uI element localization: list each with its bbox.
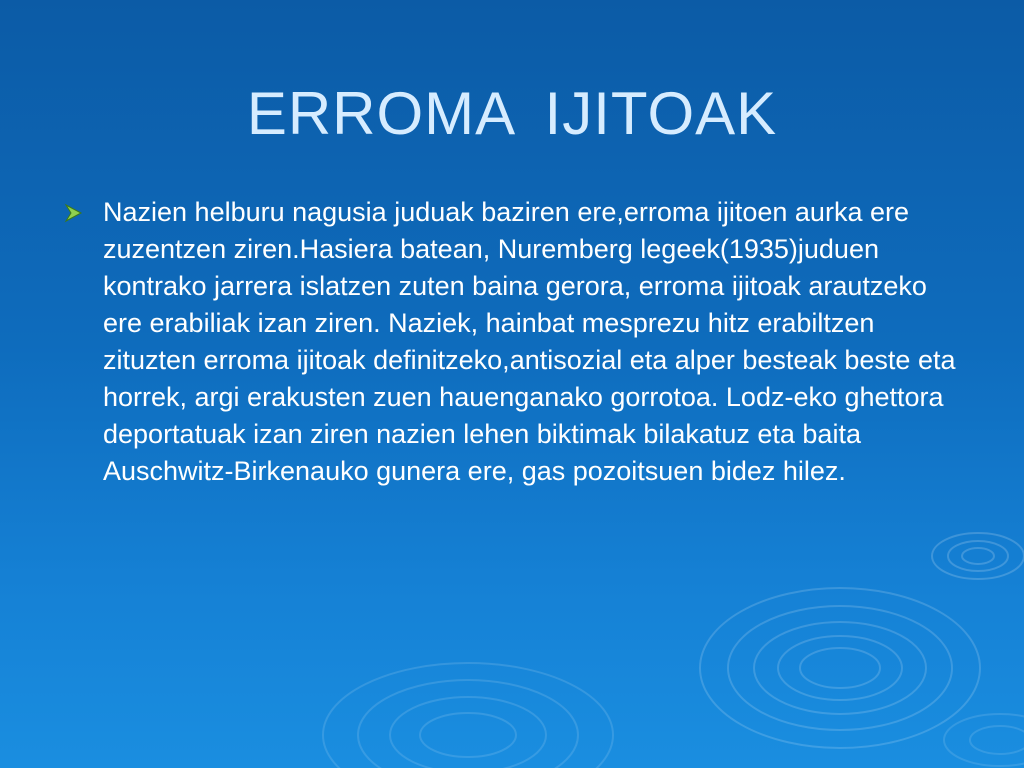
arrow-bullet-icon <box>64 203 84 223</box>
bullet-item <box>64 194 964 490</box>
bullet-list <box>64 194 964 490</box>
slide-title: ERROMA IJITOAK <box>246 80 778 147</box>
bullet-text: Nazien helburu nagusia juduak baziren ere,erroma ijitoen aurka ere zuzentzen ziren.Hasiera batean, Nuremberg legeek(1935)juduen kontrako jarrera islatzen zuten baina gerora, erroma ijitoak arautzeko ere erabiliak izan ziren. Naziek, hainbat mesprezu hitz erabiltzen zituzten erroma ijitoak definitzeko,antisozial eta alper besteak beste eta horrek, argi erakusten zuen hauenganako gorrotoa. Lodz-eko ghettora deportatuak izan ziren nazien lehen biktimak bilakatuz eta baita Auschwitz-Birkenauko gunera ere, gas pozoitsuen bidez hilez. <box>103 197 956 486</box>
